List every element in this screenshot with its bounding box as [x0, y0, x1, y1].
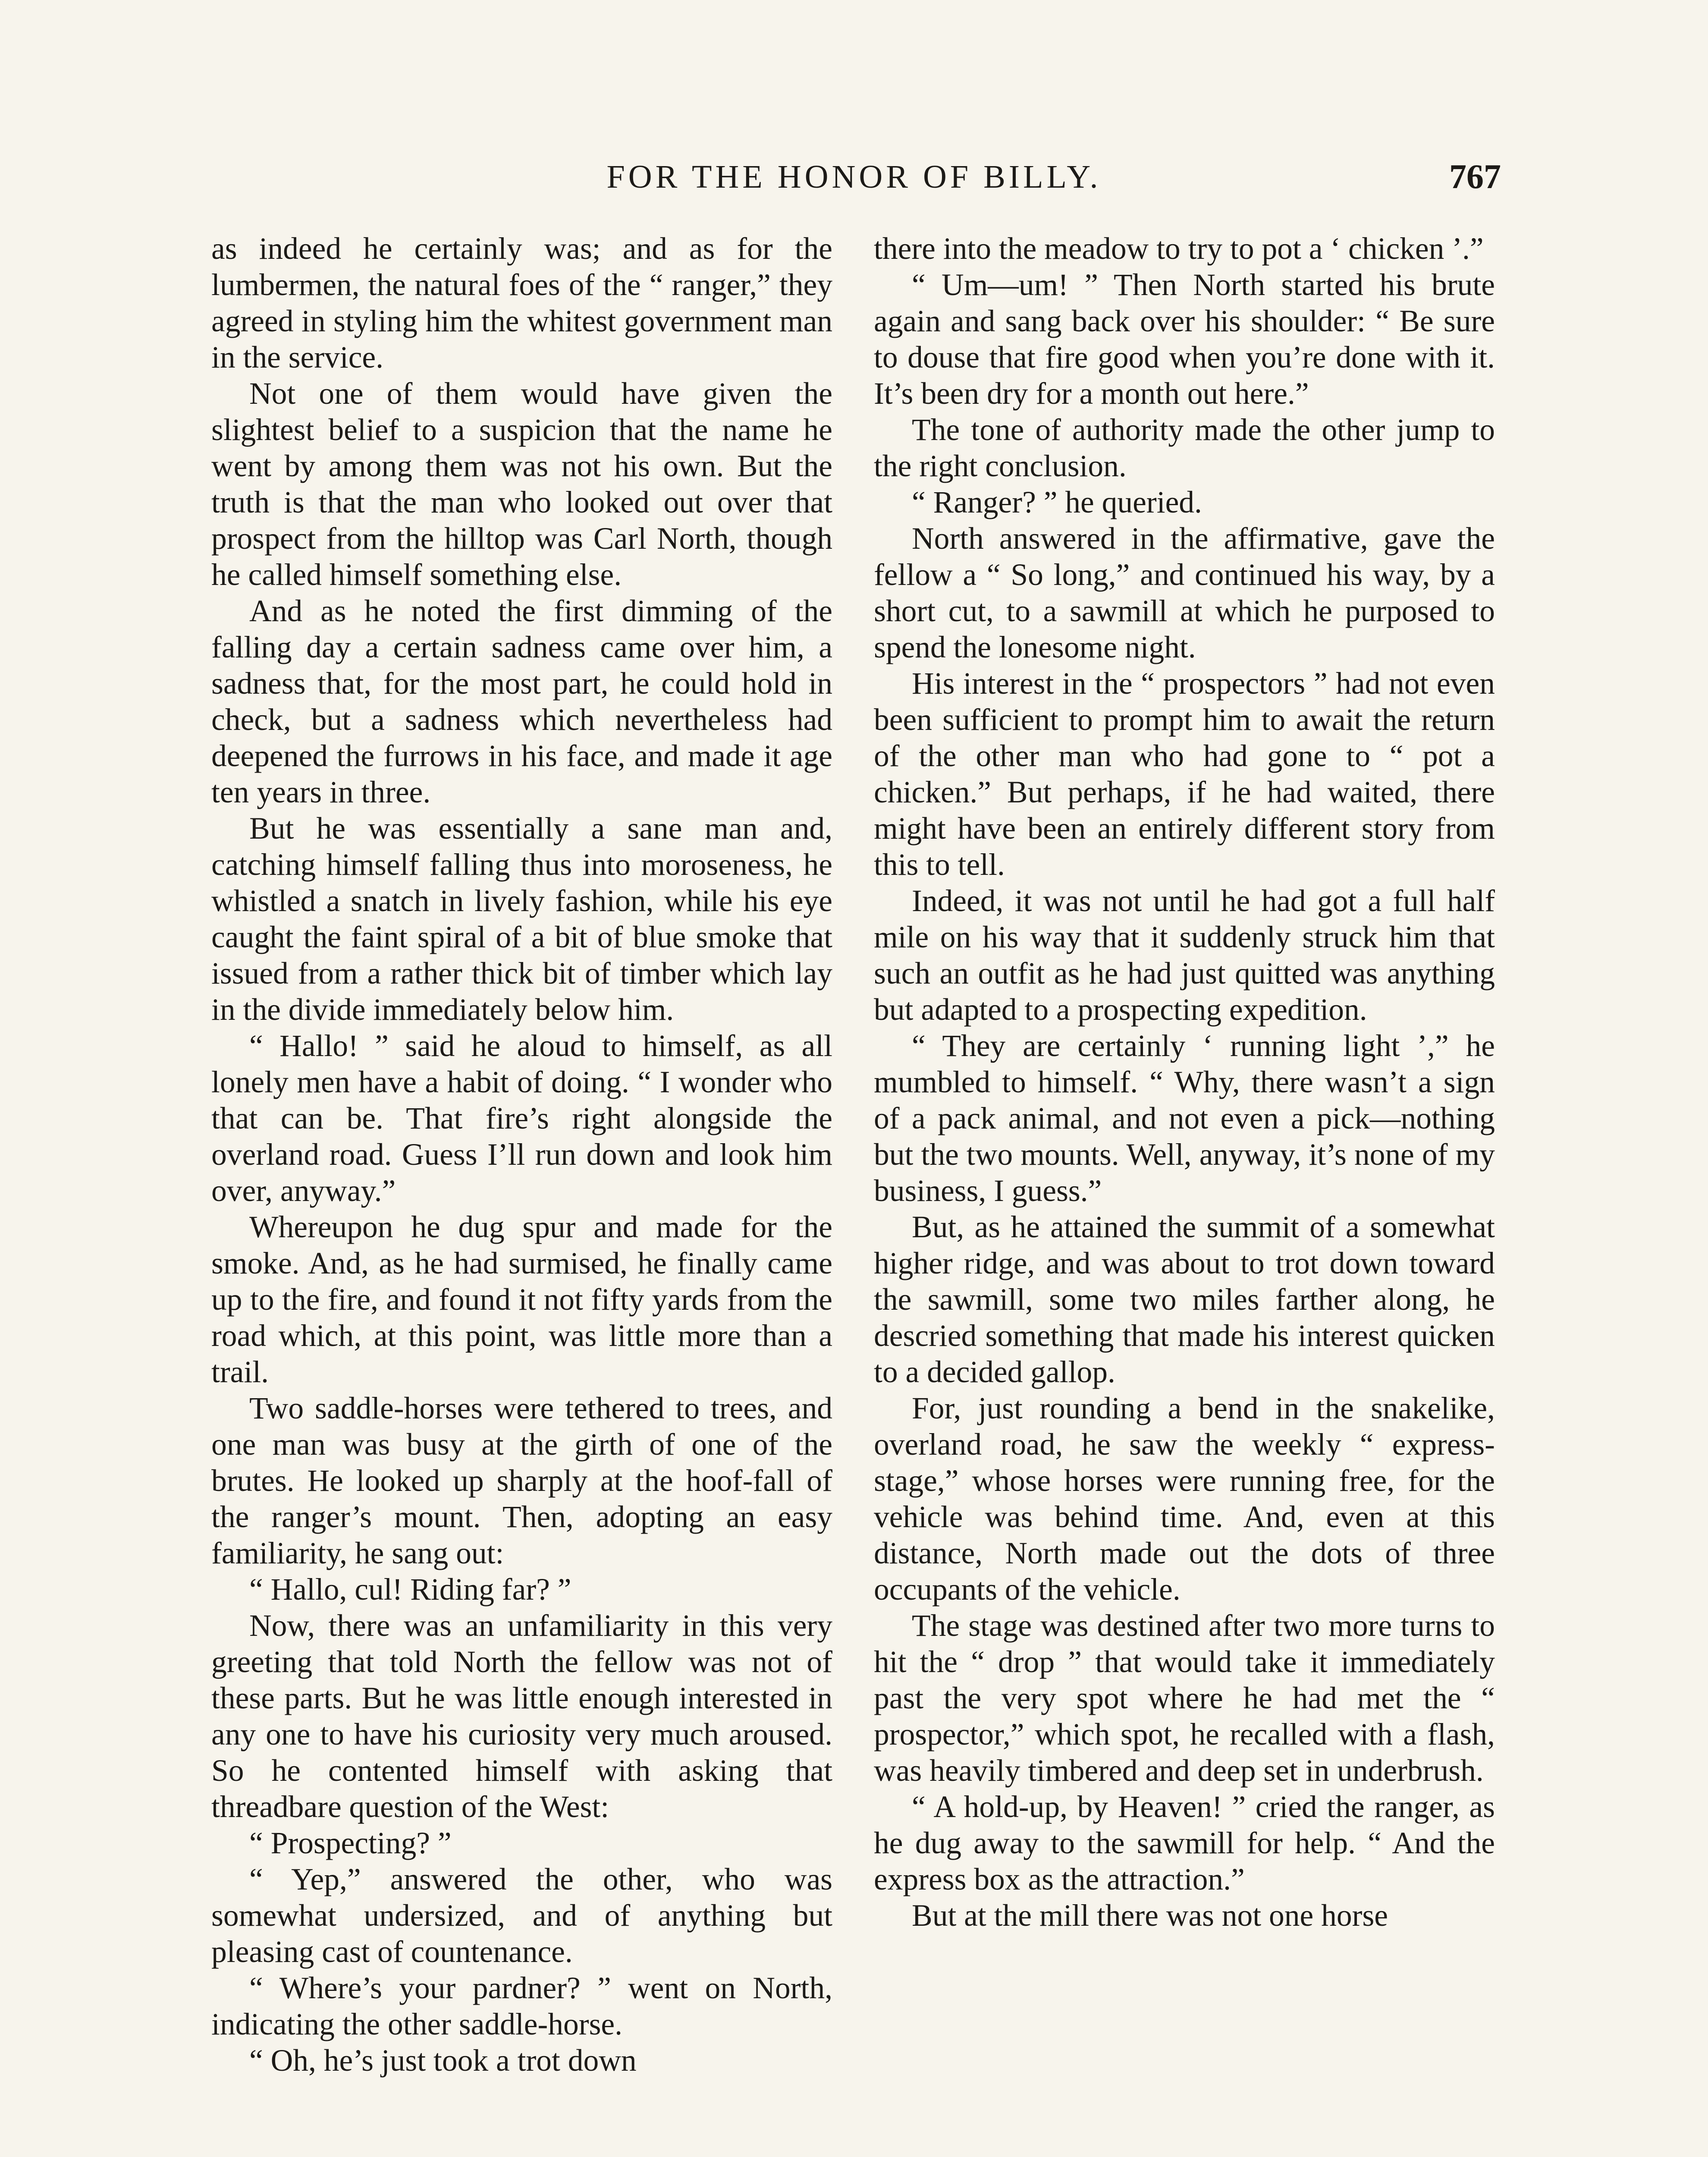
- paragraph: Two saddle-horses were tethered to trees, and one man was busy at the girth of one of the brutes. He looked up sharply at the hoof-fall of the ranger’s mount. Then, adopting an easy familiarity, he sang out:: [211, 1391, 832, 1570]
- paragraph: North answered in the affirmative, gave the fellow a “ So long,” and continued his way, by a short cut, to a sawmill at which he purposed to spend the lonesome night.: [874, 522, 1495, 664]
- paragraph: “ Oh, he’s just took a trot down: [249, 2044, 637, 2078]
- paragraph: there into the meadow to try to pot a ‘ chicken ’.”: [874, 232, 1484, 266]
- paragraph: “ Prospecting? ”: [249, 1826, 452, 1860]
- left-column: [211, 231, 832, 2157]
- paragraph: And as he noted the first dimming of the falling day a certain sadness came over him, a sadness that, for the most part, he could hold in check, but a sadness which nevertheless had deepened the furrows in his face, and made it age ten years in three.: [211, 594, 832, 809]
- paragraph: “ A hold-up, by Heaven! ” cried the ranger, as he dug away to the sawmill for help. “ And the express box as the attraction.”: [874, 1790, 1495, 1896]
- paragraph: The stage was destined after two more turns to hit the “ drop ” that would take it immediately past the very spot where he had met the “ prospector,” which spot, he recalled with a flash, was heavily timbered and deep set in underbrush.: [874, 1609, 1495, 1788]
- paragraph: “ Hallo, cul! Riding far? ”: [249, 1572, 571, 1607]
- paragraph: Now, there was an unfamiliarity in this very greeting that told North the fellow was not of these parts. But he was little enough interested in any one to have his curiosity very much aroused. So he contented himself with asking that threadbare question of the West:: [211, 1609, 832, 1824]
- running-title: FOR THE HONOR OF BILLY.: [606, 159, 1102, 195]
- paragraph: His interest in the “ prospectors ” had not even been sufficient to prompt him to await the return of the other man who had gone to “ pot a chicken.” But perhaps, if he had waited, there might have been an entirely different story from this to tell.: [874, 667, 1495, 882]
- paragraph: “ Where’s your pardner? ” went on North, indicating the other saddle-horse.: [211, 1971, 832, 2041]
- paragraph: “ Yep,” answered the other, who was somewhat undersized, and of anything but pleasing cast of countenance.: [211, 1862, 832, 1969]
- paragraph: “ Hallo! ” said he aloud to himself, as all lonely men have a habit of doing. “ I wonder who that can be. That fire’s right alongside the overland road. Guess I’ll run down and look him over, anyway.”: [211, 1029, 832, 1208]
- right-column: [874, 231, 1495, 2157]
- paragraph: But he was essentially a sane man and, catching himself falling thus into moroseness, he whistled a snatch in lively fashion, while his eye caught the faint spiral of a bit of blue smoke that issued from a rather thick bit of timber which lay in the divide immediately below him.: [211, 811, 832, 1027]
- paragraph: “ Ranger? ” he queried.: [912, 485, 1202, 519]
- running-head: [207, 153, 1501, 201]
- paragraph: But, as he attained the summit of a somewhat higher ridge, and was about to trot down toward the sawmill, some two miles farther along, he descried something that made his interest quicken to a decided gallop.: [874, 1210, 1495, 1389]
- paragraph: Whereupon he dug spur and made for the smoke. And, as he had surmised, he finally came up to the fire, and found it not fifty yards from the road which, at this point, was little more than a trail.: [211, 1210, 832, 1389]
- paragraph: “ Um—um! ” Then North started his brute again and sang back over his shoulder: “ Be sure to douse that fire good when you’re done with it. It’s been dry for a month out here.”: [874, 268, 1495, 411]
- paragraph: Not one of them would have given the slightest belief to a suspicion that the name he went by among them was not his own. But the truth is that the man who looked out over that prospect from the hilltop was Carl North, though he called himself something else.: [211, 377, 832, 592]
- page-number: 767: [1449, 158, 1501, 196]
- paragraph: For, just rounding a bend in the snakelike, overland road, he saw the weekly “ express-stage,” whose horses were running free, for the vehicle was behind time. And, even at this distance, North made out the dots of three occupants of the vehicle.: [874, 1391, 1495, 1607]
- paragraph: as indeed he certainly was; and as for the lumbermen, the natural foes of the “ ranger,” they agreed in styling him the whitest government man in the service.: [211, 232, 832, 374]
- paragraph: “ They are certainly ‘ running light ’,” he mumbled to himself. “ Why, there wasn’t a sign of a pack animal, and not even a pick—nothing but the two mounts. Well, anyway, it’s none of my business, I guess.”: [874, 1029, 1495, 1208]
- paragraph: The tone of authority made the other jump to the right conclusion.: [874, 413, 1495, 483]
- paragraph: But at the mill there was not one horse: [912, 1899, 1388, 1933]
- paragraph: Indeed, it was not until he had got a full half mile on his way that it suddenly struck him that such an outfit as he had just quitted was anything but adapted to a prospecting expedition.: [874, 884, 1495, 1027]
